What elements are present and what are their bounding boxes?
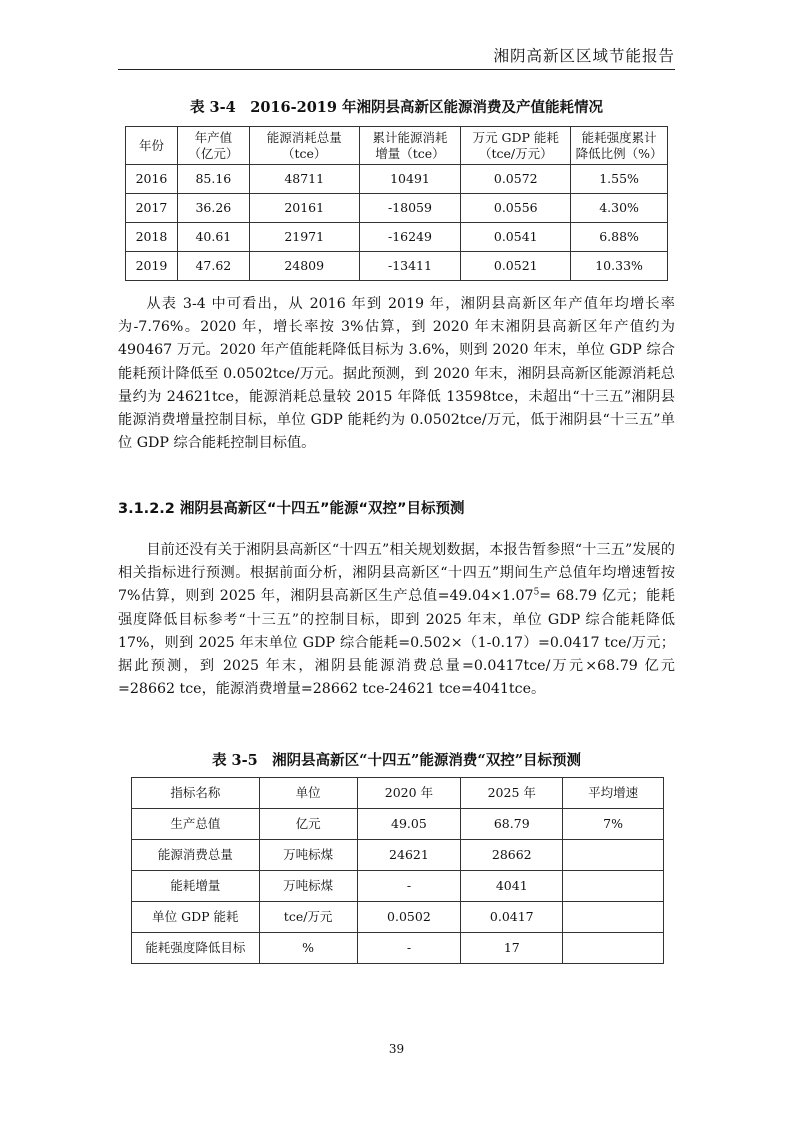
cell: 68.79 [461, 809, 563, 840]
cell: 万吨标煤 [259, 871, 357, 902]
cell: 36.26 [177, 194, 249, 223]
cell: 10.33% [571, 252, 668, 281]
cell: 生产总值 [132, 809, 260, 840]
cell [563, 871, 664, 902]
cell: 4041 [461, 871, 563, 902]
cell: 10491 [359, 165, 461, 194]
cell: -16249 [359, 223, 461, 252]
cell: 4.30% [571, 194, 668, 223]
body-paragraph-1: 从表 3-4 中可看出，从 2016 年到 2019 年，湘阴县高新区年产值年均增长率为-7.76%。2020 年，增长率按 3%估算，到 2020 年末湘阴县高新区年产值约为 490467 万元。2020 年产值能耗降低目标为 3.6%，则到 2020 年末，单位 GDP 综合能耗预计降低至 0.0502tce/万元。据此预测，到 2020 年末，湘阴县高新区能源消耗总量约为 24621tce，能源消耗总量较 2015 年降低 13598tce，未超出“十三五”湘阴县能源消费增量控制目标，单位 GDP 能耗约为 0.0502tce/万元，低于湘阴县“十三五”单位 GDP 综合能耗控制目标值。 [118, 296, 675, 452]
table-3-5 [131, 777, 664, 964]
exponent: 5 [533, 587, 540, 598]
col-header-indicator: 指标名称 [132, 778, 260, 809]
cell: % [259, 933, 357, 964]
cell: 49.05 [357, 809, 461, 840]
cell: -13411 [359, 252, 461, 281]
cell: 7% [563, 809, 664, 840]
cell: 能源消费总量 [132, 840, 260, 871]
col-header-avg-growth: 平均增速 [563, 778, 664, 809]
col-header-year: 年份 [126, 127, 178, 165]
col-header-energy-increment: 累计能源消耗 增量（tce） [359, 127, 461, 165]
cell: 48711 [249, 165, 359, 194]
table-row [126, 252, 668, 281]
cell: 0.0572 [461, 165, 571, 194]
cell: 40.61 [177, 223, 249, 252]
page-number: 39 [388, 1042, 405, 1056]
cell: 亿元 [259, 809, 357, 840]
paragraph-2-part-2: = 68.79 亿元；能耗强度降低目标参考“十三五”的控制目标，即到 2025 年末，单位 GDP 综合能耗降低 17%，则到 2025 年末单位 GDP 综合能耗=0.502×（1-0.17）=0.0417 tce/万元；据此预测，到 2025 年末，湘阴县能源消费总量=0.0417tce/万元×68.79 亿元=28662 tce，能源消费增量=28662 tce-24621 tce=4041tce。 [118, 588, 675, 698]
cell: - [357, 871, 461, 902]
cell: 24621 [357, 840, 461, 871]
table-row [132, 809, 664, 840]
cell: 1.55% [571, 165, 668, 194]
cell: -18059 [359, 194, 461, 223]
table-3-4-caption: 表 3-4 2016-2019 年湘阴县高新区能源消费及产值能耗情况 [189, 99, 604, 116]
col-header-2020: 2020 年 [357, 778, 461, 809]
cell: 0.0556 [461, 194, 571, 223]
header-rule [118, 69, 675, 70]
cell [563, 933, 664, 964]
table-row [132, 871, 664, 902]
table-row [126, 165, 668, 194]
paragraph-2-part-1: 目前还没有关于湘阴县高新区“十四五”相关规划数据，本报告暂参照“十三五”发展的相关指标进行预测。根据前面分析，湘阴县高新区“十四五”期间生产总值年均增速暂按 7%估算，则到 2025 年，湘阴县高新区生产总值=49.04×1.07 [118, 542, 675, 605]
cell: 能耗增量 [132, 871, 260, 902]
cell: 21971 [249, 223, 359, 252]
header-title: 湘阴高新区区域节能报告 [493, 47, 675, 65]
table-row [126, 194, 668, 223]
col-header-unit: 单位 [259, 778, 357, 809]
cell: 17 [461, 933, 563, 964]
cell [563, 840, 664, 871]
cell: 2016 [126, 165, 178, 194]
cell [563, 902, 664, 933]
cell: 28662 [461, 840, 563, 871]
table-header-row [126, 127, 668, 165]
cell: 0.0502 [357, 902, 461, 933]
table-row [132, 902, 664, 933]
cell: 2018 [126, 223, 178, 252]
section-heading: 3.1.2.2 湘阴县高新区“十四五”能源“双控”目标预测 [118, 501, 465, 517]
table-header-row [132, 778, 664, 809]
cell: 万吨标煤 [259, 840, 357, 871]
cell: 47.62 [177, 252, 249, 281]
table-row [132, 840, 664, 871]
cell: - [357, 933, 461, 964]
table-3-5-caption: 表 3-5 湘阴县高新区“十四五”能源消费“双控”目标预测 [211, 752, 582, 769]
cell: 6.88% [571, 223, 668, 252]
cell: 0.0521 [461, 252, 571, 281]
cell: 85.16 [177, 165, 249, 194]
cell: 0.0541 [461, 223, 571, 252]
cell: 单位 GDP 能耗 [132, 902, 260, 933]
col-header-intensity-reduction: 能耗强度累计 降低比例（%） [571, 127, 668, 165]
cell: 0.0417 [461, 902, 563, 933]
cell: 2019 [126, 252, 178, 281]
cell: 能耗强度降低目标 [132, 933, 260, 964]
table-row [132, 933, 664, 964]
cell: 24809 [249, 252, 359, 281]
table-row [126, 223, 668, 252]
col-header-output: 年产值 （亿元） [177, 127, 249, 165]
body-paragraph-2 [118, 539, 675, 701]
col-header-energy-total: 能源消耗总量 （tce） [249, 127, 359, 165]
col-header-2025: 2025 年 [461, 778, 563, 809]
cell: 20161 [249, 194, 359, 223]
table-3-4 [125, 126, 668, 281]
col-header-gdp-energy: 万元 GDP 能耗 （tce/万元） [461, 127, 571, 165]
cell: tce/万元 [259, 902, 357, 933]
cell: 2017 [126, 194, 178, 223]
